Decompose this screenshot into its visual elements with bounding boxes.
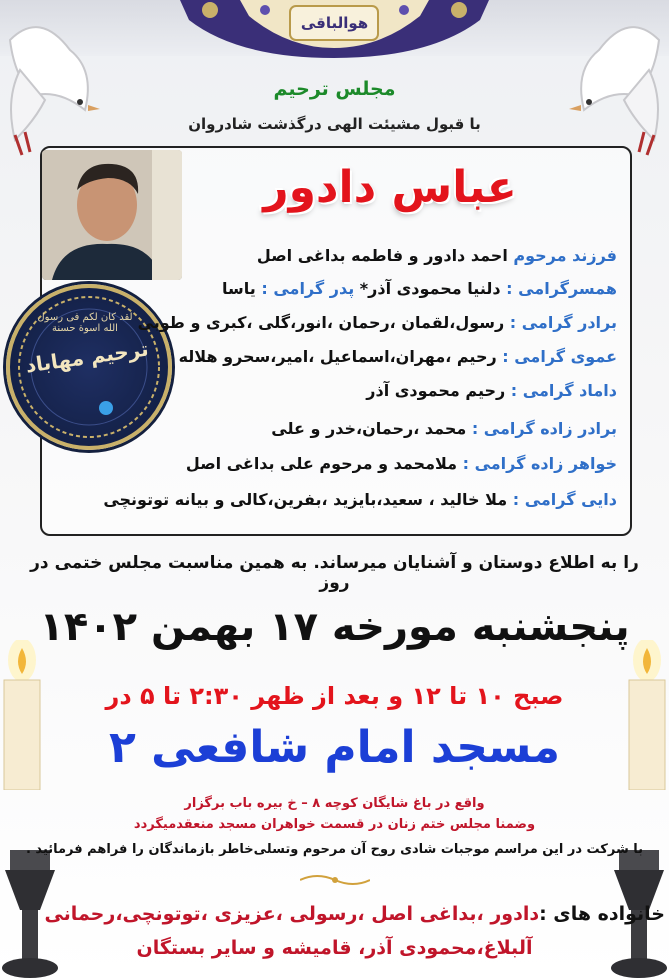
- relative-row: [138, 313, 617, 343]
- relative-value-2: یاسا: [222, 279, 262, 298]
- relative-value: رسول،لقمان ،رحمان ،انور،گلی ،کبری و طوبی: [137, 313, 510, 332]
- relative-row: [103, 490, 617, 520]
- badge-text: ترحیم مهاباد: [24, 336, 150, 378]
- relative-label-2: پدر گرامی :: [261, 279, 355, 298]
- relative-row: [179, 347, 617, 377]
- relative-value: رحیم محمودی آذر: [366, 381, 511, 400]
- relative-value: رحیم ،مهران،اسماعیل ،امیر،سحرو هلاله: [178, 347, 503, 366]
- relative-row: [222, 279, 617, 309]
- relative-label: برادر گرامی :: [509, 313, 617, 332]
- relative-label: همسرگرامی :: [506, 279, 617, 298]
- families-line-1: [20, 903, 665, 925]
- relative-label: خواهر زاده گرامی :: [462, 454, 617, 473]
- women-ceremony-note: وضمنا مجلس ختم زنان در قسمت خواهران مسجد منعقدمیگردد: [133, 817, 536, 832]
- announcement: را به اطلاع دوستان و آشنایان میرساند. به همین مناسبت مجلس ختمی در روز: [30, 553, 639, 593]
- event-venue: مسجد امام شافعی ۲: [108, 722, 560, 773]
- relative-value: دلنیا محمودی آذر*: [354, 279, 507, 298]
- relative-row: [271, 419, 617, 449]
- families-label: خانواده های :: [539, 903, 665, 925]
- relative-row: [186, 454, 617, 484]
- relative-value: احمد دادور و فاطمه بداغی اصل: [256, 246, 514, 265]
- page-title: مجلس ترحیم: [273, 78, 396, 100]
- relative-value: ملامحمد و مرحوم علی بداغی اصل: [185, 454, 463, 473]
- relative-label: داماد گرامی :: [510, 381, 617, 400]
- thanks-note: با شرکت در این مراسم موجبات شادی روح آن مرحوم وتسلی‌خاطر بازماندگان را فراهم فرمائید .: [25, 842, 644, 857]
- deceased-photo: [42, 150, 182, 280]
- divider-ornament-icon: [300, 872, 370, 888]
- relative-value: محمد ،رحمان،خدر و علی: [271, 419, 472, 438]
- families-line-2: آلبلاغ،محمودی آذر، قامیشه و سایر بستگان: [136, 937, 533, 959]
- deceased-name: عباس دادور: [263, 162, 517, 213]
- relative-label: دایی گرامی :: [512, 490, 617, 509]
- event-time: صبح ۱۰ تا ۱۲ و بعد از ظهر ۲:۳۰ تا ۵ در: [105, 682, 564, 710]
- event-date: پنجشنبه مورخه ۱۷ بهمن ۱۴۰۲: [39, 604, 630, 650]
- relative-value: ملا خالید ، سعید،بایزید ،بفرین،کالی و بیانه توتونچی: [103, 490, 513, 509]
- relative-label: برادر زاده گرامی :: [471, 419, 617, 438]
- event-address: واقع در باغ شایگان کوچه ۸ – خ بیره باب برگزار: [184, 796, 485, 811]
- relative-label: عموی گرامی :: [502, 347, 617, 366]
- relative-label: فرزند مرحوم: [513, 246, 617, 265]
- families-names: دادور ،بداغی اصل ،رسولی ،عزیزی ،توتونچی،رحمانی: [44, 903, 540, 925]
- relative-row: [257, 246, 617, 276]
- relative-row: [366, 381, 617, 411]
- subtitle: با قبول مشیئت الهی درگذشت شادروان: [188, 115, 481, 133]
- badge-top-text: لقد کان لکم فی رسول الله اسوة حسنة: [37, 312, 133, 334]
- ornament-text: هوالباقی: [300, 14, 369, 32]
